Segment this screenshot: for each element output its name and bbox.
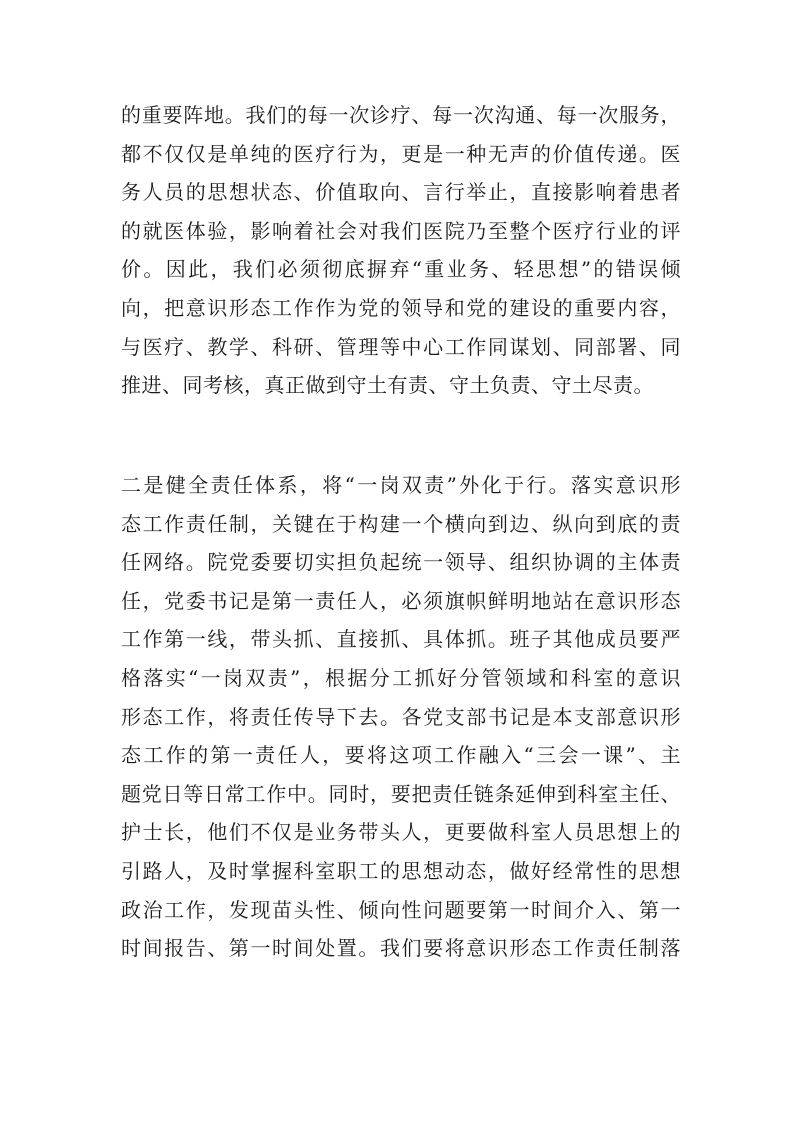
text-line: 态工作责任制，关键在于构建一个横向到边、纵向到底的责 [121, 511, 681, 536]
text-line: 任网络。院党委要切实担负起统一领导、组织协调的主体责 [121, 550, 681, 575]
text-line: 二是健全责任体系，将“一岗双责”外化于行。落实意识形 [121, 473, 681, 497]
text-line: 形态工作，将责任传导下去。各党支部书记是本支部意识形 [121, 704, 681, 729]
text-line: 护士长，他们不仅是业务带头人，更要做科室人员思想上的 [121, 820, 681, 845]
text-line: 政治工作，发现苗头性、倾向性问题要第一时间介入、第一 [121, 897, 681, 922]
text-line: 态工作的第一责任人，要将这项工作融入“三会一课”、主 [121, 743, 681, 768]
text-line: 务人员的思想状态、价值取向、言行举止，直接影响着患者 [121, 180, 681, 205]
text-line: 时间报告、第一时间处置。我们要将意识形态工作责任制落 [121, 936, 681, 961]
text-line: 与医疗、教学、科研、管理等中心工作同谋划、同部署、同 [121, 334, 681, 359]
text-line: 题党日等日常工作中。同时，要把责任链条延伸到科室主任、 [121, 781, 681, 806]
text-line: 引路人，及时掌握科室职工的思想动态，做好经常性的思想 [121, 858, 681, 883]
text-line: 格落实“一岗双责”，根据分工抓好分管领域和科室的意识 [121, 665, 681, 690]
paragraph-responsibility-system [121, 466, 681, 968]
text-line: 向，把意识形态工作作为党的领导和党的建设的重要内容， [121, 295, 681, 320]
text-line: 的重要阵地。我们的每一次诊疗、每一次沟通、每一次服务， [121, 103, 681, 127]
text-line: 都不仅仅是单纯的医疗行为，更是一种无声的价值传递。医 [121, 141, 681, 166]
text-line: 价。因此，我们必须彻底摒弃“重业务、轻思想”的错误倾 [121, 257, 681, 282]
text-line: 工作第一线，带头抓、直接抓、具体抓。班子其他成员要严 [121, 627, 681, 652]
text-line: 任，党委书记是第一责任人，必须旗帜鲜明地站在意识形态 [121, 588, 681, 613]
text-line: 的就医体验，影响着社会对我们医院乃至整个医疗行业的评 [121, 218, 681, 243]
paragraph-importance [121, 96, 681, 405]
text-line: 推进、同考核，真正做到守土有责、守土负责、守土尽责。 [121, 373, 654, 398]
